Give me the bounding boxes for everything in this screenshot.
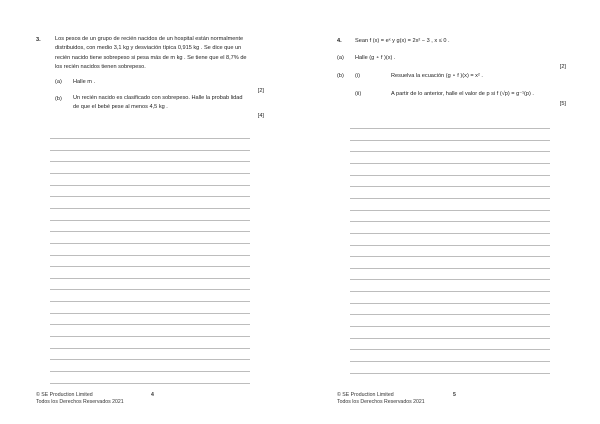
answer-line: [50, 185, 250, 186]
copyright: © SE Production Limited: [337, 392, 394, 398]
part-text: Halle (g ∘ f )(x) .: [355, 55, 396, 61]
answer-line: [350, 221, 550, 222]
answer-line: [350, 198, 550, 199]
answer-line: [350, 233, 550, 234]
part-text-line: Un recién nacido es clasificado con sobrepeso. Halle la probab lidad: [73, 95, 243, 101]
answer-line: [50, 324, 250, 325]
answer-line: [350, 210, 550, 211]
marks: [2]: [257, 88, 264, 94]
answer-line: [50, 243, 250, 244]
answer-line: [50, 336, 250, 337]
answer-line: [50, 301, 250, 302]
answer-line: [50, 208, 250, 209]
footer: [337, 392, 425, 406]
answer-line: [350, 373, 550, 374]
answer-line: [350, 361, 550, 362]
part-text: [73, 94, 242, 113]
marks: [4]: [257, 113, 264, 119]
stem-line: los recién nacidos tienen sobrepeso.: [55, 64, 146, 71]
answer-line: [50, 359, 250, 360]
subpart-label: (ii): [355, 91, 362, 97]
answer-line: [50, 313, 250, 314]
answer-line: [50, 348, 250, 349]
answer-line: [350, 326, 550, 327]
answer-line: [50, 161, 250, 162]
answer-line: [350, 314, 550, 315]
part-text: Resuelva la ecuación (g ∘ f )(x) = x² .: [391, 73, 483, 79]
answer-line: [50, 220, 250, 221]
answer-line: [50, 255, 250, 256]
answer-line: [350, 151, 550, 152]
answer-line: [350, 163, 550, 164]
answer-line: [50, 266, 250, 267]
answer-line: [50, 371, 250, 372]
answer-line: [350, 279, 550, 280]
part-label: (a): [55, 79, 62, 85]
stem-line: distribuidos, con medio 3,1 kg y desviación típica 0,915 kg . Se dice que un: [55, 45, 242, 52]
footer: [36, 392, 124, 406]
answer-line: [350, 128, 550, 129]
question-stem: [55, 35, 270, 73]
answer-line: [350, 175, 550, 176]
answer-line: [50, 383, 250, 384]
answer-line: [50, 289, 250, 290]
answer-line: [350, 245, 550, 246]
answer-line: [350, 256, 550, 257]
answer-line: [350, 303, 550, 304]
question-stem: Sean f (x) = eˣ y g(x) = 2x² − 3 , x ≤ 0 .: [355, 38, 450, 44]
part-label: (b): [337, 73, 344, 79]
copyright: © SE Production Limited: [36, 392, 93, 398]
answer-line: [50, 173, 250, 174]
question-number: 4.: [337, 38, 342, 44]
answer-line: [350, 140, 550, 141]
marks: [5]: [559, 101, 566, 107]
page-number: 4: [151, 392, 154, 398]
answer-line: [350, 291, 550, 292]
answer-line: [50, 278, 250, 279]
rights: Todos los Derechos Reservados 2021: [337, 399, 425, 405]
answer-line: [350, 268, 550, 269]
subpart-label: (i): [355, 73, 360, 79]
answer-line: [50, 150, 250, 151]
answer-line: [350, 338, 550, 339]
answer-line: [350, 186, 550, 187]
answer-line: [50, 196, 250, 197]
rights: Todos los Derechos Reservados 2021: [36, 399, 124, 405]
part-text: A partir de lo anterior, halle el valor de p si f (√p) = g⁻¹(p) .: [391, 91, 534, 97]
stem-line: Los pesos de un grupo de recién nacidos de un hospital están normalmente: [55, 36, 244, 42]
part-text-line: de que el bebé pese al menos 4,5 kg .: [73, 104, 168, 111]
marks: [2]: [559, 64, 566, 70]
stem-line: recién nacido tiene sobrepeso si pesa más de m kg . Se tiene que el 8,7% de: [55, 54, 247, 61]
answer-line: [50, 138, 250, 139]
part-label: (b): [55, 96, 62, 102]
part-text: Halle m .: [73, 79, 96, 85]
answer-line: [350, 349, 550, 350]
part-label: (a): [337, 55, 344, 61]
question-number: 3.: [36, 37, 41, 43]
answer-line: [50, 231, 250, 232]
page-number: 5: [453, 392, 456, 398]
